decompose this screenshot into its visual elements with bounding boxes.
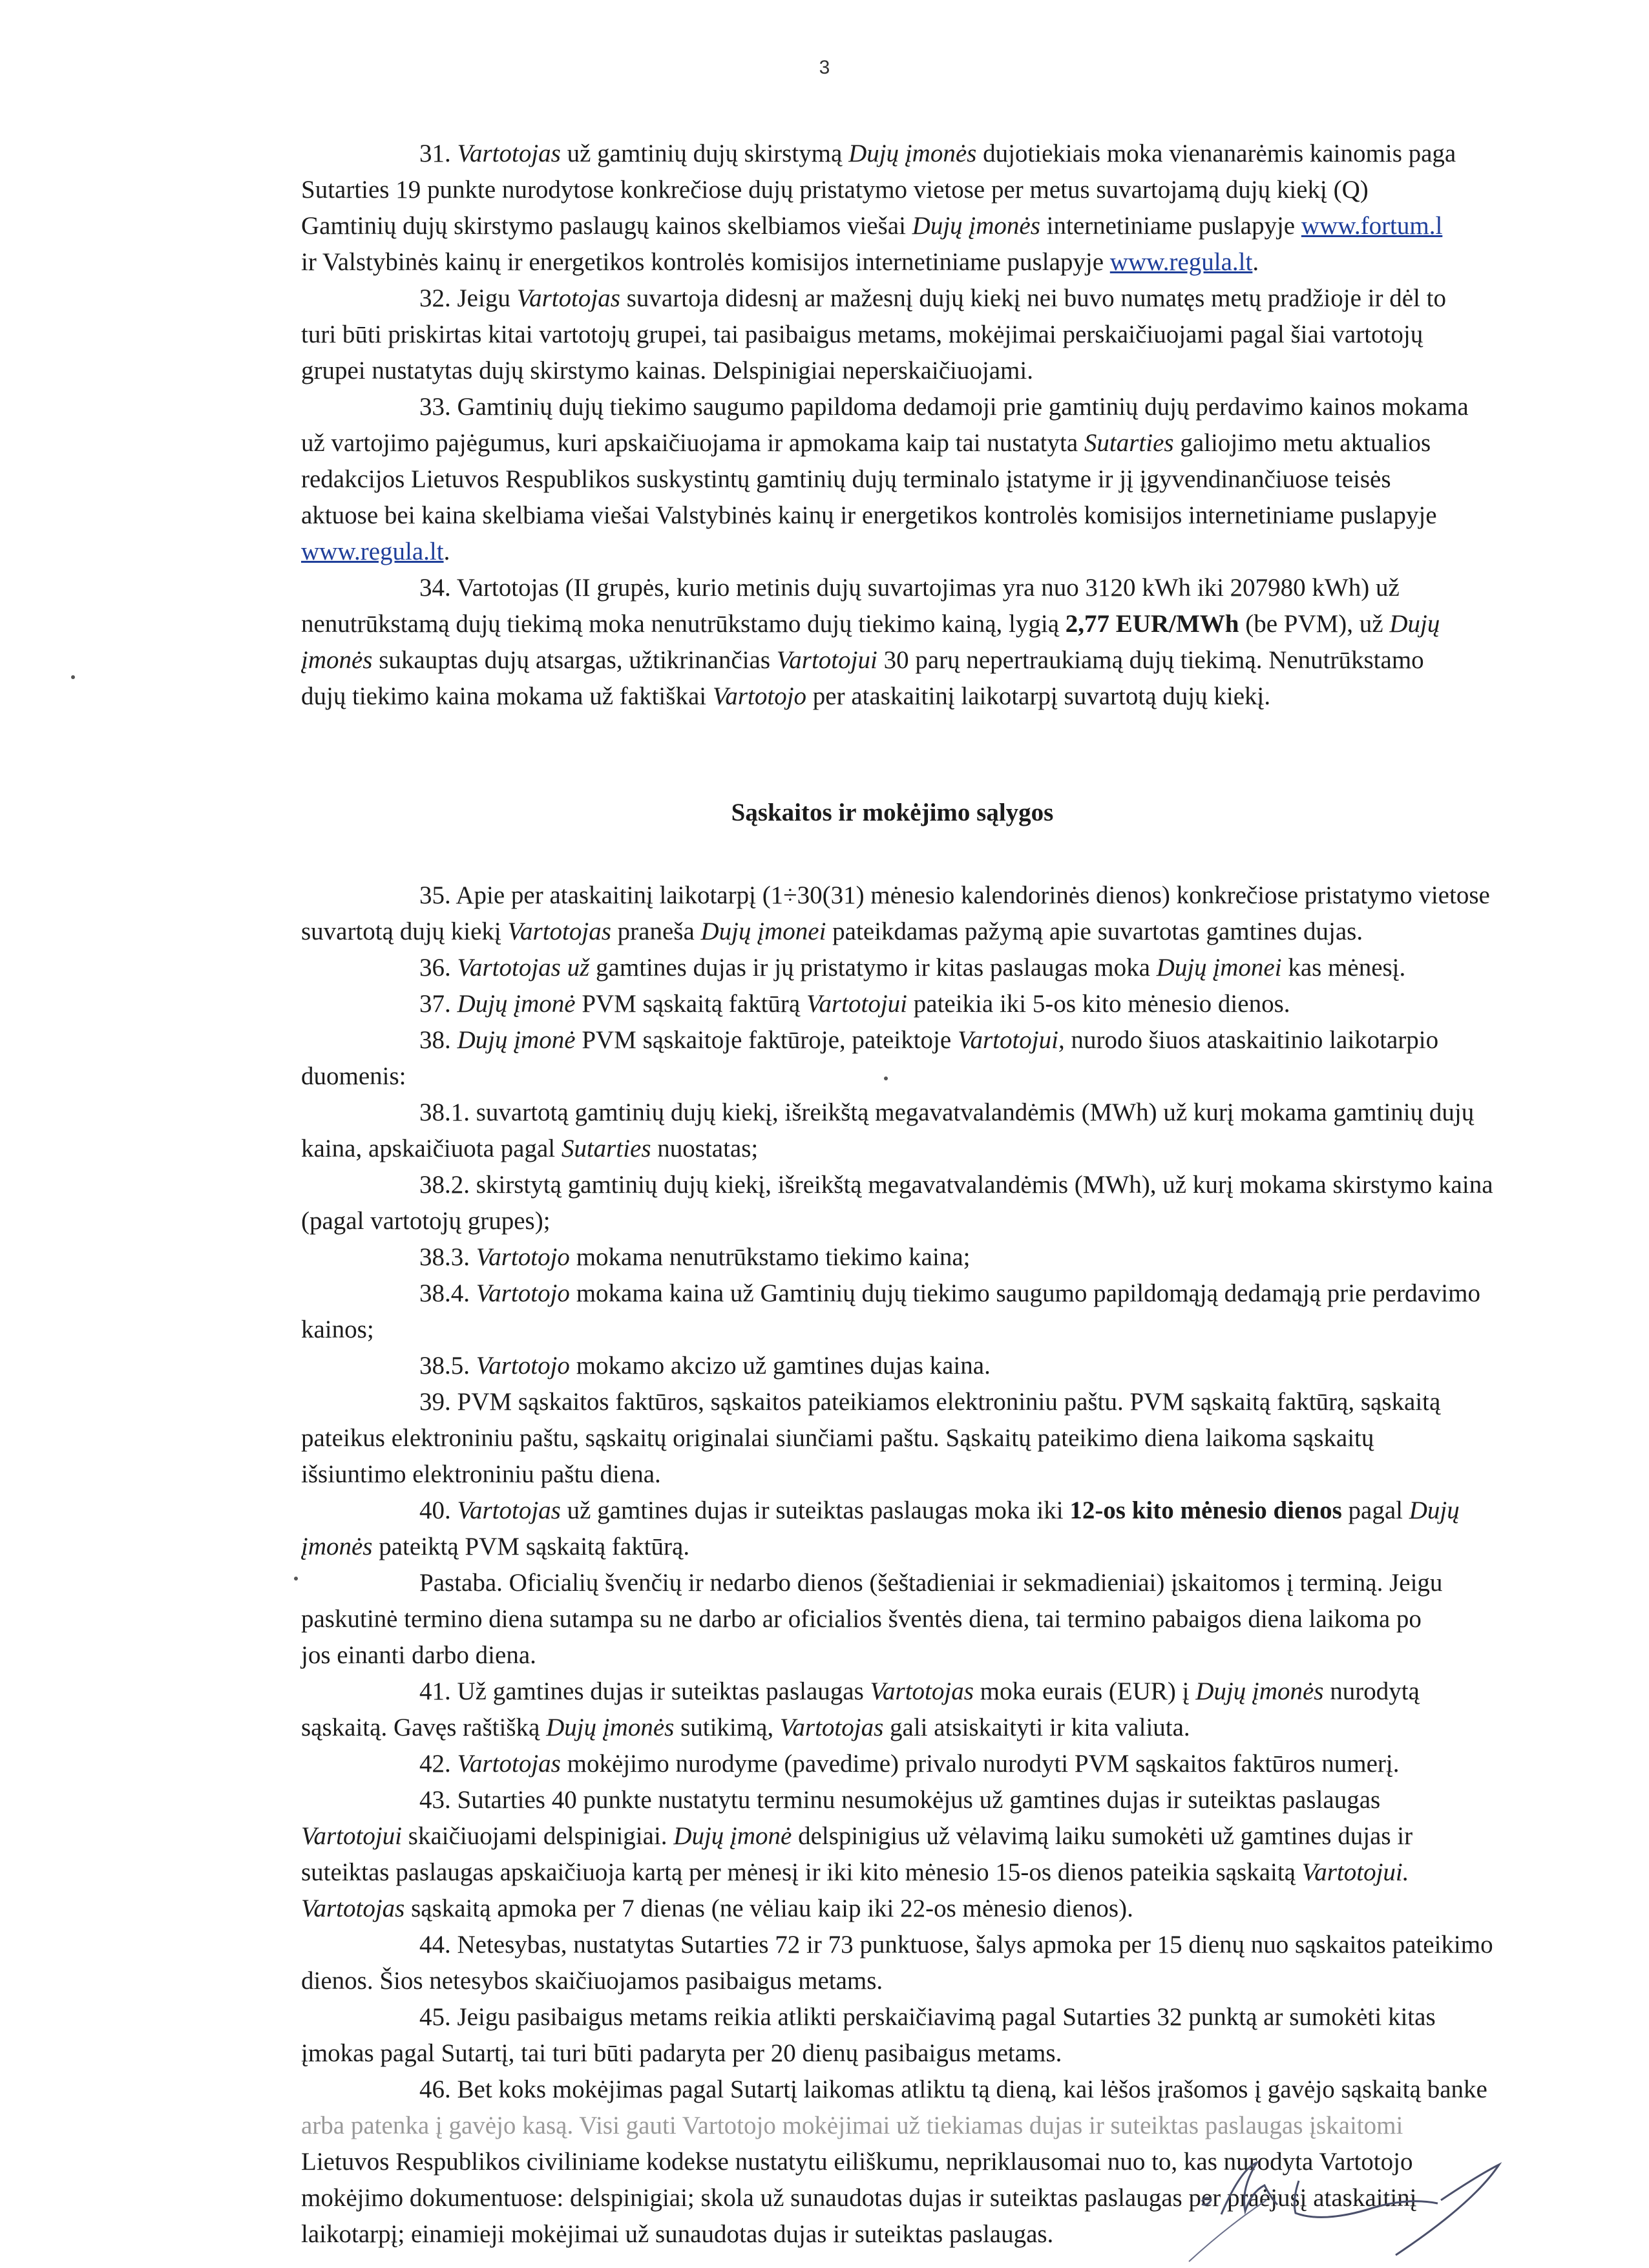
paragraph-46-line-5: laikotarpį; einamieji mokėjimai už sunaudotas dujas ir suteiktas paslaugas. (301, 2220, 1054, 2248)
paragraph-38-1-line-1: 38.1. suvartotą gamtinių dujų kiekį, išreikštą megavatvalandėmis (MWh) už kurį mokama gamtinių dujų (419, 1098, 1475, 1126)
paragraph-45-line-2: įmokas pagal Sutartį, tai turi būti padaryta per 20 dienų pasibaigus metams. (301, 2039, 1062, 2067)
note-line-3: jos einanti darbo diena. (301, 1641, 536, 1669)
paragraph-31-line-4: ir Valstybinės kainų ir energetikos kontrolės komisijos internetiniame puslapyje www.regula.lt. (301, 248, 1259, 276)
paragraph-44-line-1: 44. Netesybas, nustatytas Sutarties 72 ir 73 punktuose, šalys apmoka per 15 dienų nuo sąskaitos pateikimo (419, 1931, 1493, 1958)
paragraph-43-line-4: Vartotojas sąskaitą apmoka per 7 dienas (ne vėliau kaip iki 22-os mėnesio dienos). (301, 1895, 1133, 1922)
regula-link-1[interactable]: www.regula.lt (1109, 248, 1253, 276)
paragraph-45-line-1: 45. Jeigu pasibaigus metams reikia atlikti perskaičiavimą pagal Sutarties 32 punktą ar sumokėti kitas (419, 2003, 1436, 2031)
paragraph-34-line-3: įmonės sukauptas dujų atsargas, užtikrinančias Vartotojui 30 parų nepertraukiamą dujų tiekimą. Nenutrūkstamo (301, 646, 1424, 674)
section-heading: Sąskaitos ir mokėjimo sąlygos (731, 799, 1054, 826)
paragraph-44-line-2: dienos. Šios netesybos skaičiuojamos pasibaigus metams. (301, 1967, 883, 1995)
paragraph-32-line-1: 32. Jeigu Vartotojas suvartoja didesnį ar mažesnį dujų kiekį nei buvo numatęs metų pradžioje ir dėl to (419, 284, 1446, 312)
paragraph-39-line-2: pateikus elektroniniu paštu, sąskaitų originalai siunčiami paštu. Sąskaitų pateikimo diena laikoma sąskaitų (301, 1424, 1374, 1452)
paragraph-43-line-1: 43. Sutarties 40 punkte nustatytu terminu nesumokėjus už gamtines dujas ir suteiktas paslaugas (419, 1786, 1381, 1814)
paragraph-35-line-1: 35. Apie per ataskaitinį laikotarpį (1÷30(31) mėnesio kalendorinės dienos) konkrečiose pristatymo vietose (419, 881, 1490, 909)
paragraph-33-line-2: už vartojimo pajėgumus, kuri apskaičiuojama ir apmokama kaip tai nustatyta Sutarties galiojimo metu aktualios (301, 429, 1431, 457)
paragraph-35-line-2: suvartotą dujų kiekį Vartotojas praneša Dujų įmonei pateikdamas pažymą apie suvartotas gamtines dujas. (301, 918, 1363, 945)
paragraph-33-line-3: redakcijos Lietuvos Respublikos suskystintų gamtinių dujų terminalo įstatyme ir jį įgyvendinančiuose teisės (301, 465, 1391, 493)
handwritten-signature (1176, 2155, 1590, 2268)
paragraph-38-5-line-1: 38.5. Vartotojo mokamo akcizo už gamtines dujas kaina. (419, 1352, 991, 1380)
paragraph-38-2-line-1: 38.2. skirstytą gamtinių dujų kiekį, išreikštą megavatvalandėmis (MWh), už kurį mokama skirstymo kaina (419, 1171, 1493, 1199)
paragraph-43-line-3: suteiktas paslaugas apskaičiuoja kartą per mėnesį ir iki kito mėnesio 15-os dienos pateikia sąskaitą Vartotojui. (301, 1858, 1409, 1886)
paragraph-31-line-2: Sutarties 19 punkte nurodytose konkrečiose dujų pristatymo vietose per metus suvartojamą dujų kiekį (Q) (301, 176, 1369, 204)
signature-stroke (1396, 2165, 1499, 2255)
paragraph-46-line-1: 46. Bet koks mokėjimas pagal Sutartį laikomas atliktu tą dieną, kai lėšos įrašomos į gavėjo sąskaitą banke (419, 2075, 1487, 2103)
note-line-2: paskutinė termino diena sutampa su ne darbo ar oficialios šventės diena, tai termino pabaigos diena laikoma po (301, 1605, 1422, 1633)
paragraph-39-line-3: išsiuntimo elektroniniu paštu diena. (301, 1460, 661, 1488)
paragraph-38-4-line-1: 38.4. Vartotojo mokama kaina už Gamtinių dujų tiekimo saugumo papildomąją dedamąją prie perdavimo (419, 1279, 1480, 1307)
signature-stroke (1202, 2198, 1211, 2205)
paragraph-43-line-2: Vartotojui skaičiuojami delspinigiai. Dujų įmonė delspinigius už vėlavimą laiku sumokėti už gamtines dujas ir (301, 1822, 1413, 1850)
paragraph-38-3-line-1: 38.3. Vartotojo mokama nenutrūkstamo tiekimo kaina; (419, 1243, 971, 1271)
paragraph-34-line-2: nenutrūkstamą dujų tiekimą moka nenutrūkstamo dujų tiekimo kainą, lygią 2,77 EUR/MWh (be PVM), už Dujų (301, 610, 1440, 638)
signature-stroke (1189, 2200, 1266, 2262)
paragraph-42-line-1: 42. Vartotojas mokėjimo nurodyme (pavedime) privalo nurodyti PVM sąskaitos faktūros numerį. (419, 1750, 1400, 1778)
fortum-link[interactable]: www.fortum.l (1301, 212, 1443, 240)
paragraph-33-line-4: aktuose bei kaina skelbiama viešai Valstybinės kainų ir energetikos kontrolės komisijos internetiniame puslapyje (301, 501, 1437, 529)
paragraph-36-line-1: 36. Vartotojas už gamtines dujas ir jų pristatymo ir kitas paslaugas moka Dujų įmonei kas mėnesį. (419, 954, 1406, 982)
paragraph-38-4-line-2: kainos; (301, 1316, 374, 1343)
page-number: 3 (819, 57, 830, 78)
regula-link-2[interactable]: www.regula.lt (301, 538, 444, 565)
paragraph-32-line-2: turi būti priskirtas kitai vartotojų grupei, tai pasibaigus metams, mokėjimai perskaičiuojami pagal šiai vartotojų (301, 320, 1423, 348)
note-line-1: Pastaba. Oficialių švenčių ir nedarbo dienos (šeštadieniai ir sekmadieniai) įskaitomos į terminą. Jeigu (419, 1569, 1443, 1597)
paragraph-41-line-2: sąskaitą. Gavęs raštišką Dujų įmonės sutikimą, Vartotojas gali atsiskaityti ir kita valiuta. (301, 1714, 1190, 1741)
paragraph-33-line-5: www.regula.lt. (301, 538, 450, 565)
scan-speck (884, 1076, 888, 1080)
paragraph-46-line-3: Lietuvos Respublikos civiliniame kodekse nustatytu eiliškumu, nepriklausomai nuo to, kas nurodyta Vartotojo (301, 2148, 1413, 2176)
paragraph-38-2-line-2: (pagal vartotojų grupes); (301, 1207, 551, 1235)
paragraph-38-line-1: 38. Dujų įmonė PVM sąskaitoje faktūroje, pateiktoje Vartotojui, nurodo šiuos ataskaitinio laikotarpio (419, 1026, 1439, 1054)
scan-speck (294, 1577, 298, 1580)
paragraph-40-line-2: įmonės pateiktą PVM sąskaitą faktūrą. (301, 1533, 690, 1560)
paragraph-46-line-2: arba patenka į gavėjo kasą. Visi gauti Vartotojo mokėjimai už tiekiamas dujas ir suteiktas paslaugas įskaitomi (301, 2112, 1403, 2139)
paragraph-41-line-1: 41. Už gamtines dujas ir suteiktas paslaugas Vartotojas moka eurais (EUR) į Dujų įmonės nurodytą (419, 1677, 1420, 1705)
paragraph-38-1-line-2: kaina, apskaičiuota pagal Sutarties nuostatas; (301, 1135, 759, 1162)
paragraph-33-line-1: 33. Gamtinių dujų tiekimo saugumo papildoma dedamoji prie gamtinių dujų perdavimo kainos mokama (419, 393, 1469, 421)
paragraph-39-line-1: 39. PVM sąskaitos faktūros, sąskaitos pateikiamos elektroniniu paštu. PVM sąskaitą faktūrą, sąskaitą (419, 1388, 1441, 1416)
paragraph-31-line-1: 31. Vartotojas už gamtinių dujų skirstymą Dujų įmonės dujotiekiais moka vienanarėmis kainomis paga (419, 140, 1456, 167)
signature-stroke (1221, 2163, 1277, 2214)
paragraph-34-line-4: dujų tiekimo kaina mokama už faktiškai Vartotojo per ataskaitinį laikotarpį suvartotą dujų kiekį. (301, 682, 1271, 710)
signature-stroke (1294, 2181, 1438, 2217)
paragraph-40-line-1: 40. Vartotojas už gamtines dujas ir suteiktas paslaugas moka iki 12-os kito mėnesio dienos pagal Dujų (419, 1496, 1460, 1524)
paragraph-32-line-3: grupei nustatytas dujų skirstymo kainas. Delspinigiai neperskaičiuojami. (301, 357, 1033, 384)
paragraph-38-line-2: duomenis: (301, 1062, 406, 1090)
paragraph-46-line-4: mokėjimo dokumentuose: delspinigiai; skola už sunaudotas dujas ir suteiktas paslaugas per praėjusį ataskaitinį (301, 2184, 1417, 2212)
document-body (301, 136, 1649, 2252)
paragraph-34-line-1: 34. Vartotojas (II grupės, kurio metinis dujų suvartojimas yra nuo 3120 kWh iki 207980 kWh) už (419, 574, 1400, 602)
scan-speck (71, 675, 75, 679)
paragraph-31-line-3: Gamtinių dujų skirstymo paslaugų kainos skelbiamos viešai Dujų įmonės internetiniame puslapyje www.fortum.l (301, 212, 1443, 240)
paragraph-37-line-1: 37. Dujų įmonė PVM sąskaitą faktūrą Vartotojui pateikia iki 5-os kito mėnesio dienos. (419, 990, 1290, 1018)
